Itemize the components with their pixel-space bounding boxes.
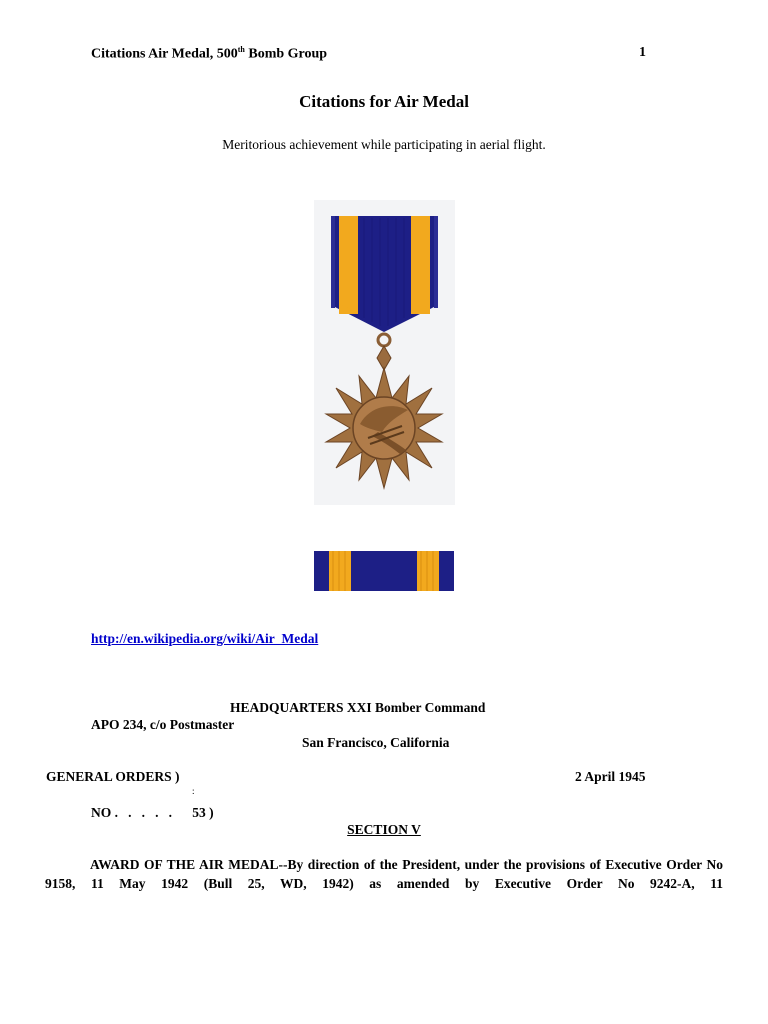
page-title: Citations for Air Medal bbox=[299, 92, 469, 111]
apo-line: APO 234, c/o Postmaster bbox=[91, 717, 235, 732]
running-header-text: Citations Air Medal, 500 bbox=[91, 46, 238, 62]
running-header-text-end: Bomb Group bbox=[244, 46, 328, 62]
page-subtitle: Meritorious achievement while participating in aerial flight. bbox=[222, 137, 546, 152]
order-date: 2 April 1945 bbox=[575, 769, 646, 784]
general-orders-label: GENERAL ORDERS ) bbox=[46, 769, 180, 784]
page-number: 1 bbox=[639, 45, 646, 60]
headquarters-line: HEADQUARTERS XXI Bomber Command bbox=[230, 700, 486, 715]
colon-mark: : bbox=[192, 786, 195, 796]
air-medal-wikipedia-link[interactable]: http://en.wikipedia.org/wiki/Air_Medal bbox=[91, 631, 319, 646]
city-line: San Francisco, California bbox=[302, 735, 450, 750]
air-medal-ribbon-bar-icon bbox=[314, 551, 454, 591]
air-medal-icon bbox=[314, 200, 455, 505]
running-header bbox=[91, 45, 327, 63]
running-header-superscript: th bbox=[237, 45, 245, 54]
section-heading: SECTION V bbox=[347, 822, 421, 837]
order-number: NO . . . . . 53 ) bbox=[91, 805, 214, 820]
award-paragraph: AWARD OF THE AIR MEDAL--By direction of the President, under the provisions of Executive Order No 9158, 11 May 1942 (Bull 25, WD, 1942) as amended by Executive Order No 9242-A, 11 bbox=[45, 857, 723, 891]
